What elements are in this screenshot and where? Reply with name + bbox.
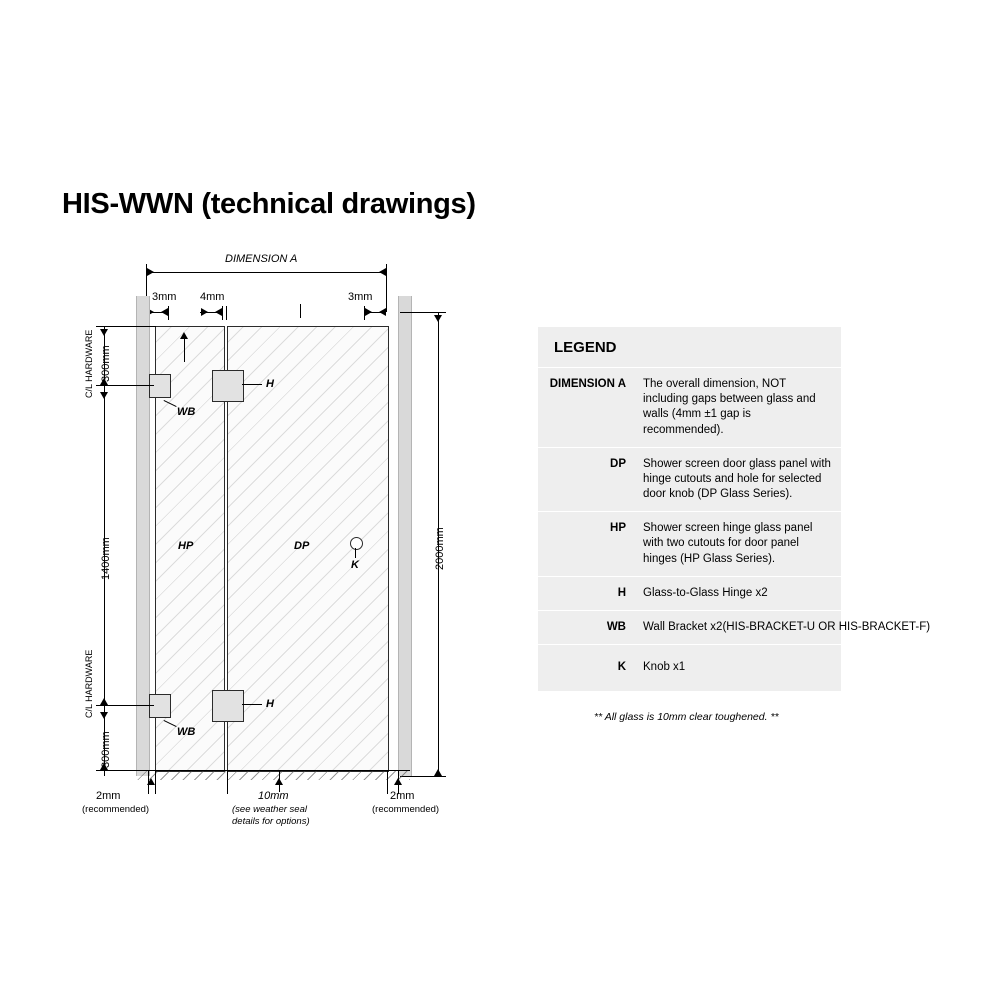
legend-panel <box>538 327 931 691</box>
hinge-top-label: H <box>266 378 274 390</box>
legend-value: The overall dimension, NOT including gaps between glass and walls (4mm ±1 gap is recommended). <box>643 378 816 436</box>
wall-bracket-top-label: WB <box>177 406 196 418</box>
gap-label-middle: 4mm <box>200 291 225 303</box>
wall-left <box>136 296 150 776</box>
dp-label: DP <box>294 540 310 552</box>
legend-value: Knob x1 <box>643 661 686 674</box>
legend-row <box>538 448 841 513</box>
gap-tick-1 <box>168 306 169 320</box>
hinge-bottom-label: H <box>266 698 274 710</box>
legend-key: DP <box>610 457 626 470</box>
left-dim-1400: 1400mm <box>100 537 112 580</box>
wall-bracket-bottom <box>149 694 171 718</box>
door-knob <box>350 537 363 550</box>
bottom-tick-3 <box>227 770 228 794</box>
hinge-top <box>212 370 244 402</box>
legend-key: DIMENSION A <box>549 378 626 390</box>
cl-hardware-top: C/L HARDWARE <box>84 329 94 398</box>
knob-leader <box>355 548 356 558</box>
left-arrow-3 <box>100 392 108 399</box>
legend-value: Shower screen door glass panel with hinge cutouts and hole for selected door knob (DP Glass Series). <box>643 457 831 501</box>
wall-right <box>398 296 412 776</box>
page-title: HIS-WWN (technical drawings) <box>62 188 476 220</box>
legend-key: K <box>617 661 626 674</box>
right-arrow-bottom <box>434 769 442 776</box>
bottom-note-center-2: details for options) <box>232 816 310 827</box>
bottom-tick-4 <box>387 770 388 794</box>
bottom-dim-left: 2mm <box>96 790 121 802</box>
left-dim-300-bottom: 300mm <box>100 731 112 768</box>
legend-row <box>538 645 841 691</box>
left-arrow-5 <box>100 712 108 719</box>
gap-arrow-f <box>379 308 386 316</box>
bottom-arrow-left <box>147 778 155 785</box>
dimension-a-label: DIMENSION A <box>225 253 298 265</box>
right-arrow-top <box>434 315 442 322</box>
hinge-top-leader <box>242 384 262 385</box>
wall-bracket-bottom-label: WB <box>177 726 196 738</box>
hinge-bottom-leader <box>242 704 262 705</box>
legend-heading: LEGEND <box>538 327 841 368</box>
hp-label: HP <box>178 540 194 552</box>
right-dim-2000: 2000mm <box>434 527 446 570</box>
wall-bracket-top <box>149 374 171 398</box>
floor-hatch <box>136 771 410 780</box>
hp-top-arrow-head <box>180 332 188 339</box>
legend-key: HP <box>610 522 626 535</box>
legend-value: Shower screen hinge glass panel with two cutouts for door panel hinges (HP Glass Series). <box>643 522 813 565</box>
bottom-note-center-1: (see weather seal <box>232 804 307 815</box>
gap-tick-3 <box>226 306 227 320</box>
cl-hardware-bottom: C/L HARDWARE <box>84 649 94 718</box>
right-ext-top <box>400 312 446 313</box>
gap-arrow-c <box>201 308 208 316</box>
left-ext-hw-top <box>96 385 154 386</box>
gap-tick-2 <box>222 306 223 320</box>
gap-arrow-d <box>215 308 222 316</box>
bottom-note-right: (recommended) <box>372 804 440 815</box>
bottom-note-left: (recommended) <box>82 804 150 815</box>
legend-row <box>538 611 931 645</box>
gap-label-left: 3mm <box>152 291 177 303</box>
dimension-a-arrow-right <box>379 268 386 276</box>
gap-tick-4 <box>364 306 365 320</box>
bottom-leader-mid <box>279 770 280 792</box>
centre-tick <box>300 304 301 318</box>
left-dim-300-top: 300mm <box>100 345 112 382</box>
left-arrow-4 <box>100 698 108 705</box>
dimension-a-tick-right <box>386 264 387 312</box>
hp-top-arrow-line <box>184 336 185 362</box>
dimension-a-arrow-left <box>147 268 154 276</box>
legend-row <box>538 512 841 577</box>
technical-drawing <box>60 250 520 850</box>
legend-value: Wall Bracket x2(HIS-BRACKET-U OR HIS-BRACKET-F) <box>643 620 931 633</box>
legend-row <box>538 577 841 611</box>
bottom-dim-center: 10mm <box>258 790 289 802</box>
hinge-bottom <box>212 690 244 722</box>
bottom-dim-right: 2mm <box>390 790 415 802</box>
legend-key: WB <box>606 620 626 633</box>
legend-row <box>538 368 841 448</box>
legend-footnote: ** All glass is 10mm clear toughened. ** <box>594 711 779 723</box>
dimension-a-line <box>146 272 386 273</box>
legend-value: Glass-to-Glass Hinge x2 <box>643 586 768 599</box>
bottom-arrow-right <box>394 778 402 785</box>
left-ext-hw-bottom <box>96 705 154 706</box>
legend-key: H <box>617 586 626 599</box>
gap-arrow-e <box>365 308 372 316</box>
gap-label-right: 3mm <box>348 291 373 303</box>
left-ext-top <box>96 326 156 327</box>
gap-arrow-b <box>161 308 168 316</box>
bottom-tick-2 <box>155 770 156 794</box>
knob-label: K <box>351 559 359 571</box>
left-arrow-1 <box>100 329 108 336</box>
